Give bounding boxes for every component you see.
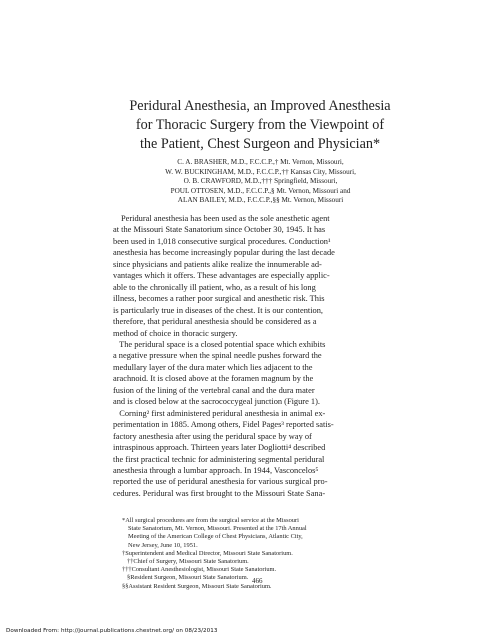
footnote-line: Meeting of the American College of Chest Physicians, Atlantic City, — [128, 533, 303, 541]
body-line: medullary layer of the dura mater which lies adjacent to the — [113, 362, 313, 372]
author-line: C. A. BRASHER, M.D., F.C.C.P.,† Mt. Vernon, Missouri, — [177, 158, 344, 166]
body-line: the first practical technic for administering segmental peridural — [113, 454, 325, 464]
body-line: a negative pressure when the spinal needle pushes forward the — [113, 351, 322, 361]
footnote-line: †Superintendent and Medical Director, Missouri State Sanatorium. — [122, 549, 293, 557]
footnote-line: *All surgical procedures are from the surgical service at the Missouri — [122, 517, 299, 524]
body-line: method of choice in thoracic surgery. — [113, 328, 238, 338]
body-line: anesthesia through a lumbar approach. In 1944, Vasconcelos⁵ — [113, 465, 319, 475]
page-number: 466 — [252, 577, 263, 585]
download-note: Downloaded From: http://journal.publications.chestnet.org/ on 08/23/2013 — [6, 628, 218, 634]
author-list — [118, 158, 403, 206]
body-line: at the Missouri State Sanatorium since October 30, 1945. It has — [113, 225, 326, 235]
body-line: since physicians and patients alike realize the innumerable ad- — [113, 259, 322, 269]
body-line: therefore, that peridural anesthesia should be considered as a — [113, 317, 317, 327]
body-line: illness, becomes a rather poor surgical and anesthetic risk. This — [113, 294, 325, 304]
author-line: W. W. BUCKINGHAM, M.D., F.C.C.P.,†† Kansas City, Missouri, — [165, 167, 356, 176]
footnotes — [122, 517, 412, 591]
body-line: Peridural anesthesia has been used as the sole anesthetic agent — [121, 214, 330, 223]
title-line: for Thoracic Surgery from the Viewpoint of — [135, 117, 385, 133]
footnote-line: §Resident Surgeon, Missouri State Sanatorium. — [127, 574, 249, 582]
article-title — [110, 97, 410, 154]
body-line: able to the chronically ill patient, who, as a result of his long — [113, 282, 316, 292]
body-line: fusion of the lining of the vertebral canal and the dura mater — [113, 385, 315, 395]
author-line: ALAN BAILEY, M.D., F.C.C.P.,§§ Mt. Vernon, Missouri — [177, 196, 344, 205]
author-line: POUL OTTOSEN, M.D., F.C.C.P.,§ Mt. Vernon, Missouri and — [170, 186, 351, 195]
body-line: anesthesia has become increasingly popular during the last decade — [113, 248, 335, 258]
body-line: arachnoid. It is closed above at the foramen magnum by the — [113, 374, 314, 384]
body-line: Corning² first administered peridural anesthesia in animal ex- — [113, 408, 326, 418]
body-line: vantages which it offers. These advantages are especially applic- — [113, 271, 330, 281]
article-body — [113, 213, 413, 499]
body-line: The peridural space is a closed potential space which exhibits — [113, 339, 326, 349]
footnote-line: §§Assistant Resident Surgeon, Missouri State Sanatorium. — [122, 582, 272, 590]
title-line: the Patient, Chest Surgeon and Physician* — [139, 136, 381, 152]
body-line: been used in 1,018 consecutive surgical procedures. Conduction¹ — [113, 236, 331, 246]
footnote-line: State Sanatorium, Mt. Vernon, Missouri. Presented at the 17th Annual — [128, 525, 307, 533]
body-line: reported the use of peridural anesthesia for various surgical pro- — [113, 477, 328, 487]
body-line: factory anesthesia after using the peridural space by way of — [113, 431, 312, 441]
footnote-line: New Jersey, June 10, 1951. — [128, 541, 198, 549]
footnote-line: ††Chief of Surgery, Missouri State Sanatorium. — [127, 558, 249, 566]
body-line: intraspinous approach. Thirteen years later Dogliotti⁴ described — [113, 443, 326, 453]
body-line: and is closed below at the sacrococcygeal junction (Figure 1). — [113, 397, 320, 407]
footnote-line: †††Consultant Anesthesiologist, Missouri State Sanatorium. — [122, 566, 277, 574]
title-line: Peridural Anesthesia, an Improved Anesthesia — [129, 98, 391, 114]
body-line: perimentation in 1885. Among others, Fidel Pages³ reported satis- — [113, 420, 334, 430]
body-line: is particularly true in diseases of the chest. It is our contention, — [113, 305, 324, 315]
body-line: cedures. Peridural was first brought to the Missouri State Sana- — [113, 488, 326, 498]
author-line: O. B. CRAWFORD, M.D.,††† Springfield, Missouri, — [183, 177, 338, 186]
